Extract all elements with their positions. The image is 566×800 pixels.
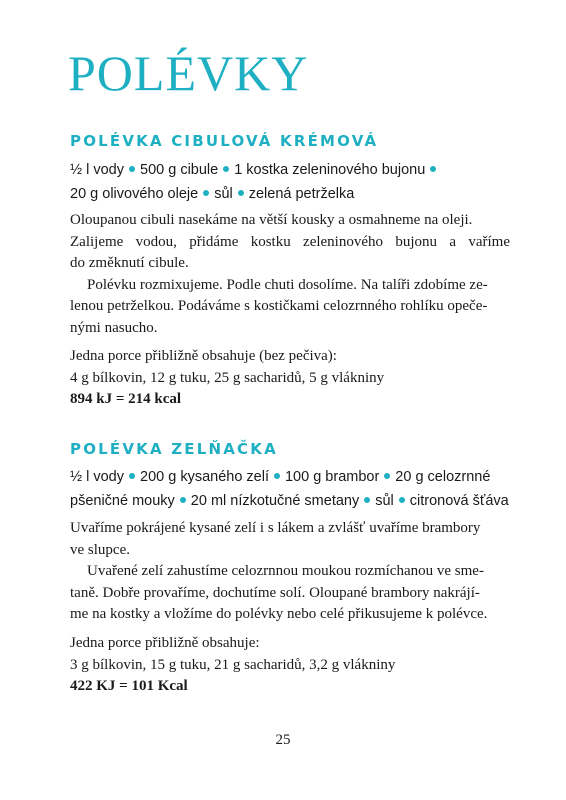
bullet-dot-icon (203, 190, 209, 196)
page-number: 25 (275, 732, 291, 748)
ingredient: sůl (375, 493, 394, 509)
recipe-instructions (70, 210, 510, 339)
ingredient: ½ l vody (70, 162, 124, 178)
ingredient: sůl (214, 186, 233, 202)
recipe-title: POLÉVKA CIBULOVÁ KRÉMOVÁ (70, 132, 379, 150)
bullet-dot-icon (180, 497, 186, 503)
bullet-dot-icon (430, 166, 436, 172)
ingredient: 20 g olivového oleje (70, 186, 199, 202)
bullet-dot-icon (129, 166, 135, 172)
ingredient-list (70, 465, 510, 513)
nutrition-info (70, 633, 510, 698)
ingredient: 200 g kysaného zelí (140, 469, 269, 485)
instruction-line: Polévku rozmixujeme. Podle chuti dosolíme. Na talíři zdobíme ze- (87, 276, 488, 293)
ingredient: 100 g brambor (284, 469, 380, 485)
instruction-line: Zalijeme vodou, přidáme kostku zeleninového bujonu a vaříme (70, 233, 510, 250)
bullet-dot-icon (399, 497, 405, 503)
bullet-dot-icon (223, 166, 229, 172)
instruction-line: Uvařené zelí zahustíme celozrnnou moukou rozmíchanou ve sme- (87, 563, 484, 579)
ingredient: ½ l vody (70, 469, 124, 485)
instruction-line: Oloupanou cibuli nasekáme na větší kousky a osmahneme na oleji. (70, 212, 473, 228)
ingredient: 500 g cibule (140, 162, 219, 178)
ingredient: pšeničné mouky (70, 493, 175, 509)
ingredient: 20 g celozrnné (395, 469, 491, 485)
instruction-line: taně. Dobře provaříme, dochutíme solí. Oloupané brambory nakrájí- (70, 584, 480, 601)
ingredient-list (70, 158, 510, 206)
instruction-line: nými nasucho. (70, 319, 158, 336)
bullet-dot-icon (129, 473, 135, 479)
nutrition-values: 3 g bílkovin, 15 g tuku, 21 g sacharidů, 3,2 g vlákniny (70, 656, 396, 673)
bullet-dot-icon (364, 497, 370, 503)
nutrition-intro: Jedna porce přibližně obsahuje (bez pečiva): (70, 348, 337, 364)
instruction-line: do změknutí cibule. (70, 255, 189, 271)
nutrition-values: 4 g bílkovin, 12 g tuku, 25 g sacharidů, 5 g vlákniny (70, 369, 385, 386)
recipe-instructions (70, 518, 510, 626)
energy-value: 422 KJ = 101 Kcal (70, 678, 188, 694)
bullet-dot-icon (274, 473, 280, 479)
recipe-title: POLÉVKA ZELŇAČKA (70, 440, 278, 458)
energy-value: 894 kJ = 214 kcal (70, 391, 182, 407)
chapter-title: POLÉVKY (68, 45, 309, 101)
ingredient: 20 ml nízkotučné smetany (190, 493, 360, 509)
nutrition-info (70, 346, 510, 411)
ingredient: 1 kostka zeleninového bujonu (234, 162, 426, 178)
ingredient: zelená petrželka (248, 186, 355, 202)
nutrition-intro: Jedna porce přibližně obsahuje: (70, 635, 260, 651)
ingredient: citronová šťáva (409, 493, 509, 509)
bullet-dot-icon (384, 473, 390, 479)
bullet-dot-icon (238, 190, 244, 196)
instruction-line: lenou petrželkou. Podáváme s kostičkami celozrnného rohlíku opeče- (70, 298, 488, 314)
instruction-line: Uvaříme pokrájené kysané zelí i s lákem a zvlášť uvaříme brambory (70, 520, 481, 536)
instruction-line: me na kostky a vložíme do polévky nebo celé přikusujeme k polévce. (70, 606, 488, 622)
instruction-line: ve slupce. (70, 541, 130, 558)
